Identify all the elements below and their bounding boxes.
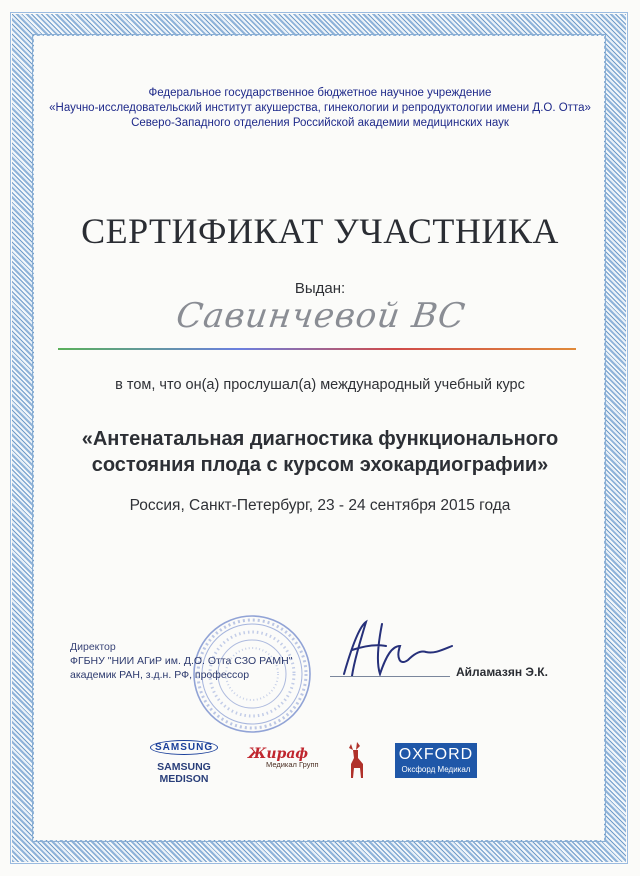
course-title-line-2: состояния плода с курсом эхокардиографии» — [91, 454, 549, 476]
director-block — [70, 640, 360, 682]
oxford-medical-logo — [395, 743, 477, 778]
institution-header — [40, 86, 600, 131]
course-title — [40, 426, 600, 478]
director-title: академик РАН, з.д.н. РФ, профессор — [70, 669, 250, 681]
samsung-medison-logo — [136, 740, 232, 785]
header-line-1: Федеральное государственное бюджетное научное учреждение — [148, 87, 492, 99]
location-date: Россия, Санкт-Петербург, 23 - 24 сентября 2015 года — [129, 497, 511, 514]
course-title-line-1: «Антенатальная диагностика функционального — [81, 428, 559, 450]
director-org: ФГБНУ "НИИ АГиР им. Д.О. Отта СЗО РАМН" — [70, 655, 293, 667]
header-line-3: Северо-Западного отделения Российской академии медицинских наук — [131, 117, 509, 129]
header-line-2: «Научно-исследовательский институт акушерства, гинекологии и репродуктологии имени Д.О. Отта» — [49, 102, 591, 114]
giraffe-medical-logo — [248, 746, 328, 769]
oxford-logo-text: OXFORD — [398, 746, 474, 763]
deer-icon — [343, 740, 369, 782]
samsung-medison-text: SAMSUNG MEDISON — [157, 761, 211, 785]
director-role: Директор — [70, 641, 116, 653]
samsung-logo-text: SAMSUNG — [150, 740, 218, 755]
giraffe-logo-name: Жираф — [248, 746, 309, 762]
name-underline — [58, 348, 576, 350]
statement-text: в том, что он(а) прослушал(а) международный учебный курс — [115, 377, 525, 393]
director-name: Айламазян Э.К. — [456, 665, 548, 679]
issued-label: Выдан: — [294, 280, 346, 297]
recipient-name-handwritten: Савинчевой ВС — [173, 296, 468, 336]
giraffe-logo-subtitle: Медикал Групп — [266, 760, 319, 769]
oxford-logo-subtitle: Оксфорд Медикал — [401, 765, 471, 774]
certificate-title: СЕРТИФИКАТ УЧАСТНИКА — [81, 211, 559, 251]
